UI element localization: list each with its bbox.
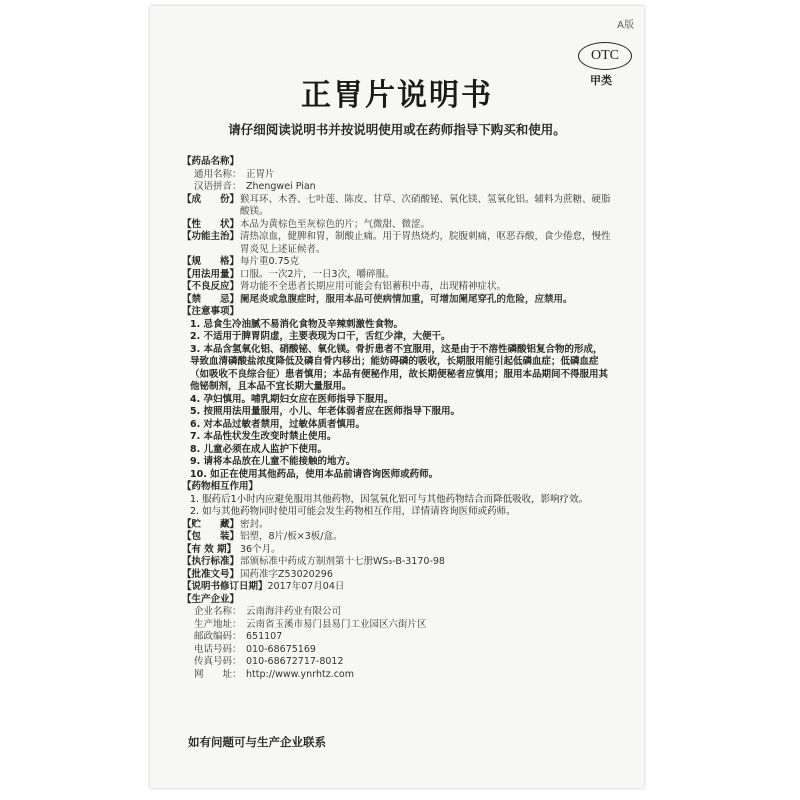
contact-footer: 如有问题可与生产企业联系 [188,735,326,749]
field-appearance [182,219,612,232]
field-validity [182,544,612,557]
drug-name-section [182,156,612,169]
field-contraindications [182,294,612,307]
manufacturer-value: 651107 [246,631,283,642]
precaution-item [182,394,612,407]
drug-name-header: 【药品名称】 [182,156,240,167]
precaution-text: 2. 不适用于脾胃阴虚，主要表现为口干，舌红少津，大便干。 [190,331,451,342]
manufacturer-value: 010-68672717-8012 [246,656,344,667]
field-value: 口服。一次2片，一日3次，嚼碎服。 [240,268,395,280]
common-name-value: 正胃片 [246,168,275,180]
manufacturer-row [182,606,612,619]
field-label: 【说明书修订日期】 [182,581,268,592]
otc-class-label: 甲类 [590,74,612,87]
field-specification [182,256,612,269]
manufacturer-row [182,669,612,682]
interaction-text: 2. 如与其他药物同时使用可能会发生药物相互作用，详情请咨询医师或药师。 [190,506,516,517]
manufacturer-label: 邮政编码： [194,631,242,642]
pinyin-row [182,181,612,194]
otc-badge: OTC [578,42,632,70]
field-value: 部颁标准中药成方制剂第十七册WS₃-B-3170-98 [240,556,445,567]
field-label: 【包 装】 [182,531,240,542]
field-value: 清热凉血，健脾和胃，制酸止痛。用于胃热烧灼，脘腹刺痛，呕恶吞酸，食少倦怠，慢性胃炎见上述证候者。 [240,231,611,255]
precaution-item [182,419,612,432]
field-label: 【禁 忌】 [182,293,240,305]
manufacturer-row [182,656,612,669]
field-label: 【批准文号】 [182,568,240,580]
precaution-item [182,319,612,332]
precautions-section [182,306,612,319]
precaution-text: 6. 对本品过敏者禁用，过敏体质者慎用。 [190,418,366,430]
precaution-item [182,469,612,482]
field-label: 【贮 藏】 [182,518,240,530]
manufacturer-value: 云南省玉溪市易门县易门工业园区六街片区 [246,618,427,630]
precaution-text: 8. 儿童必须在成人监护下使用。 [190,443,328,455]
precautions-header: 【注意事项】 [182,306,240,317]
field-label: 【执行标准】 [182,556,240,567]
field-value: 2017年07月04日 [267,581,345,592]
field-revision-date [182,581,612,594]
field-value: 本品为黄棕色至灰棕色的片；气微甜、微涩。 [240,218,431,230]
field-package [182,531,612,544]
precaution-item [182,456,612,469]
precaution-item [182,431,612,444]
interaction-item [182,506,612,519]
manufacturer-label: 生产地址： [194,618,242,630]
pinyin-value: Zhengwei Pian [246,181,316,192]
manufacturer-label: 网 址： [194,668,242,680]
manufacturer-row [182,631,612,644]
field-adverse-reactions [182,281,612,294]
precaution-item [182,344,612,394]
field-value: 每片重0.75克 [240,256,300,267]
field-ingredients [182,194,612,219]
manufacturer-label: 企业名称： [194,606,242,617]
manufacturer-row [182,619,612,632]
field-approval-number [182,569,612,582]
manufacturer-label: 电话号码： [194,643,242,655]
manufacturer-label: 传真号码： [194,656,242,667]
field-label: 【有 效 期】 [182,543,237,555]
interactions-section [182,481,612,494]
field-value: 国药准字Z53020296 [240,568,333,580]
field-standard [182,556,612,569]
version-label: A版 [617,20,634,31]
usage-notice: 请仔细阅读说明书并按说明使用或在药师指导下购买和使用。 [228,122,566,137]
manufacturer-value: http://www.ynrhtz.com [246,668,354,680]
field-storage [182,519,612,532]
precaution-item [182,444,612,457]
manufacturer-section [182,594,612,607]
page-title: 正胃片说明书 [301,78,493,113]
leaflet-content [182,156,612,681]
field-value: 36个月。 [240,543,281,555]
field-label: 【用法用量】 [182,268,240,280]
precaution-item [182,406,612,419]
field-value: 密封。 [240,518,269,530]
manufacturer-header: 【生产企业】 [182,593,240,605]
manufacturer-value: 云南海沣药业有限公司 [246,606,342,617]
manufacturer-value: 010-68675169 [246,643,316,655]
field-value: 猴耳环、木香、七叶莲、陈皮、甘草、次硝酸铋、氧化镁、氢氧化铝。辅料为蔗糖、硬脂酸镁。 [240,193,611,217]
precaution-item [182,331,612,344]
precaution-text: 7. 本品性状发生改变时禁止使用。 [190,431,337,442]
precaution-text: 5. 按照用法用量服用，小儿、年老体弱者应在医师指导下服用。 [190,406,461,417]
precaution-text: 10. 如正在使用其他药品，使用本品前请咨询医师或药师。 [190,468,439,480]
pinyin-label: 汉语拼音： [194,181,242,192]
field-indications [182,231,612,256]
common-name-row [182,169,612,182]
precaution-text: 4. 孕妇慎用。哺乳期妇女应在医师指导下服用。 [190,393,394,405]
interactions-header: 【药物相互作用】 [182,481,259,492]
precaution-text: 1. 忌食生冷油腻不易消化食物及辛辣刺激性食物。 [190,318,404,330]
field-value: 肾功能不全患者长期应用可能会有铝蓄积中毒，出现精神症状。 [240,281,507,292]
field-value: 铝塑，8片/板×3板/盒。 [240,531,343,542]
manufacturer-row [182,644,612,657]
precaution-text: 3. 本品含氢氧化铝、硝酸铋、氧化镁。骨折患者不宜服用，这是由于不溶性磷酸铝复合物的形成，导致血清磷酸盐浓度降低及磷自骨内移出；能妨碍磷的吸收，长期服用能引起低磷血症；低磷血症（如吸收不良综合征）患者慎用；本品有便秘作用，故长期便秘者应慎用；服用本品期间不得服用其他铋制剂，且本品不宜长期大量服用。 [190,343,609,392]
interaction-text: 1. 服药后1小时内应避免服用其他药物，因氢氧化铝可与其他药物结合而降低吸收，影响疗效。 [190,493,589,505]
field-label: 【规 格】 [182,256,240,267]
field-dosage [182,269,612,282]
field-label: 【成 份】 [182,193,240,205]
field-value: 阑尾炎或急腹症时，服用本品可使病情加重，可增加阑尾穿孔的危险，应禁用。 [240,293,573,305]
field-label: 【性 状】 [182,218,240,230]
common-name-label: 通用名称： [194,168,242,180]
leaflet-sheet [150,6,644,788]
field-label: 【功能主治】 [182,231,240,242]
field-label: 【不良反应】 [182,281,240,292]
interaction-item [182,494,612,507]
precaution-text: 9. 请将本品放在儿童不能接触的地方。 [190,456,356,467]
